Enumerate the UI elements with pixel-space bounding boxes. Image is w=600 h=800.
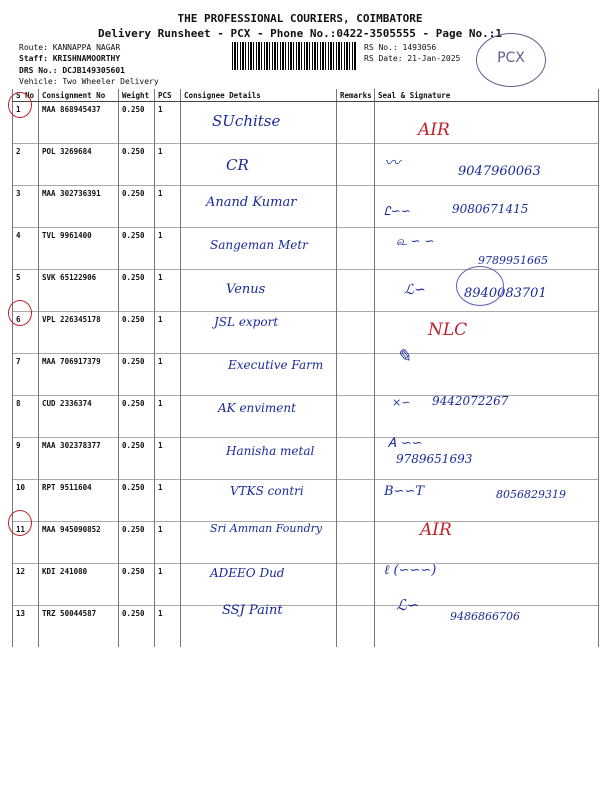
cell-weight: 0.250 xyxy=(119,564,155,606)
cell-sno: 8 xyxy=(13,396,39,438)
cell-consignment: VPL 226345178 xyxy=(39,312,119,354)
cell-weight: 0.250 xyxy=(119,312,155,354)
table-row xyxy=(13,396,599,438)
cell-pcs: 1 xyxy=(155,480,181,522)
cell-weight: 0.250 xyxy=(119,228,155,270)
cell-consignment: TRZ 50044587 xyxy=(39,606,119,648)
consignee-handwriting: Sangeman Metr xyxy=(210,238,308,252)
consignee-handwriting: JSL export xyxy=(214,315,279,329)
cell-weight: 0.250 xyxy=(119,144,155,186)
cell-sno: 5 xyxy=(13,270,39,312)
signature-scribble: ௳ ∽ ∽ xyxy=(396,234,435,248)
cell-consignment: MAA 945090852 xyxy=(39,522,119,564)
consignee-handwriting: Venus xyxy=(226,282,266,297)
stamp-text: PCX xyxy=(497,50,525,66)
cell-consignment: TVL 9961400 xyxy=(39,228,119,270)
col-sno: S No xyxy=(13,89,39,102)
cell-signature xyxy=(375,102,599,144)
cell-sno: 4 xyxy=(13,228,39,270)
cell-pcs: 1 xyxy=(155,144,181,186)
cell-weight: 0.250 xyxy=(119,354,155,396)
signature-handwriting: 9080671415 xyxy=(452,202,529,216)
consignee-handwriting: Hanisha metal xyxy=(226,444,315,458)
table-row xyxy=(13,564,599,606)
signature-scribble: Ꮭ∽∽ xyxy=(384,204,411,218)
cell-sno: 2 xyxy=(13,144,39,186)
cell-weight: 0.250 xyxy=(119,102,155,144)
cell-pcs: 1 xyxy=(155,396,181,438)
cell-sno: 3 xyxy=(13,186,39,228)
cell-remarks xyxy=(337,186,375,228)
signature-handwriting: 9486866706 xyxy=(450,610,520,623)
consignee-handwriting: SUchitse xyxy=(212,112,281,130)
cell-sno: 7 xyxy=(13,354,39,396)
signature-handwriting: 8056829319 xyxy=(496,488,566,501)
cell-pcs: 1 xyxy=(155,312,181,354)
rs-date: RS Date: 21-Jan-2025 xyxy=(364,54,461,63)
col-pcs: PCS xyxy=(155,89,181,102)
consignee-handwriting: VTKS contri xyxy=(230,484,304,498)
runsheet-subtitle: Delivery Runsheet - PCX - Phone No.:0422-3505555 - Page No.:1 xyxy=(98,27,502,40)
signature-handwriting: 9442072267 xyxy=(432,394,509,408)
cell-remarks xyxy=(337,102,375,144)
consignee-handwriting: Anand Kumar xyxy=(206,195,297,210)
cell-weight: 0.250 xyxy=(119,522,155,564)
red-circle-mark xyxy=(8,300,32,326)
cell-pcs: 1 xyxy=(155,522,181,564)
barcode xyxy=(232,42,356,70)
cell-pcs: 1 xyxy=(155,438,181,480)
drs-label: DRS No.: DCJB149305601 xyxy=(19,66,125,75)
cell-pcs: 1 xyxy=(155,564,181,606)
signature-scribble: ℒ∽ xyxy=(396,596,420,614)
signature-scribble: Ꭺ ∽∽ xyxy=(388,436,423,451)
cell-consignment: CUD 2336374 xyxy=(39,396,119,438)
consignee-handwriting: ADEEO Dud xyxy=(210,566,285,580)
cell-remarks xyxy=(337,312,375,354)
table-header-row xyxy=(13,89,599,102)
vehicle-label: Vehicle: Two Wheeler Delivery xyxy=(19,77,159,86)
cell-sno: 10 xyxy=(13,480,39,522)
signature-scribble: ℓ (∽∽∽) xyxy=(384,563,437,578)
signature-handwriting: AIR xyxy=(418,120,450,140)
cell-sno: 13 xyxy=(13,606,39,648)
cell-remarks xyxy=(337,606,375,648)
cell-consignment: POL 3269684 xyxy=(39,144,119,186)
cell-remarks xyxy=(337,396,375,438)
cell-consignee xyxy=(181,144,337,186)
cell-weight: 0.250 xyxy=(119,438,155,480)
cell-weight: 0.250 xyxy=(119,606,155,648)
cell-sno: 6 xyxy=(13,312,39,354)
cell-pcs: 1 xyxy=(155,270,181,312)
cell-remarks xyxy=(337,564,375,606)
cell-remarks xyxy=(337,480,375,522)
cell-consignment: MAA 302736391 xyxy=(39,186,119,228)
signature-scribble: ℒ∽ xyxy=(404,282,426,298)
signature-scribble: B∽∽T xyxy=(384,484,425,499)
cell-sno: 12 xyxy=(13,564,39,606)
cell-consignment: SVK 65122906 xyxy=(39,270,119,312)
pcx-stamp xyxy=(476,33,546,87)
cell-remarks xyxy=(337,144,375,186)
red-circle-mark xyxy=(8,510,32,536)
cell-remarks xyxy=(337,522,375,564)
consignee-handwriting: AK enviment xyxy=(218,401,296,415)
cell-pcs: 1 xyxy=(155,354,181,396)
cell-pcs: 1 xyxy=(155,228,181,270)
signature-handwriting: 9789951665 xyxy=(478,254,548,267)
cell-pcs: 1 xyxy=(155,186,181,228)
consignee-handwriting: CR xyxy=(226,156,249,174)
rs-number: RS No.: 1493056 xyxy=(364,43,437,52)
cell-consignment: MAA 302378377 xyxy=(39,438,119,480)
consignee-handwriting: Executive Farm xyxy=(228,358,324,372)
cell-sno: 1 xyxy=(13,102,39,144)
staff-label: Staff: KRISHNAMOORTHY xyxy=(19,54,121,63)
cell-remarks xyxy=(337,438,375,480)
cell-weight: 0.250 xyxy=(119,186,155,228)
cell-sno: 11 xyxy=(13,522,39,564)
consignee-handwriting: Sri Amman Foundry xyxy=(210,522,323,535)
table-row xyxy=(13,102,599,144)
col-signature: Seal & Signature xyxy=(375,89,599,102)
cell-weight: 0.250 xyxy=(119,270,155,312)
cell-weight: 0.250 xyxy=(119,396,155,438)
cell-signature xyxy=(375,522,599,564)
cell-remarks xyxy=(337,270,375,312)
col-remarks: Remarks xyxy=(337,89,375,102)
delivery-seal xyxy=(456,266,504,306)
route-label: Route: KANNAPPA NAGAR xyxy=(19,43,121,52)
signature-handwriting: NLC xyxy=(428,320,468,340)
consignee-handwriting: SSJ Paint xyxy=(222,603,283,618)
col-weight: Weight xyxy=(119,89,155,102)
cell-weight: 0.250 xyxy=(119,480,155,522)
cell-pcs: 1 xyxy=(155,102,181,144)
cell-remarks xyxy=(337,354,375,396)
col-consignment: Consignment No xyxy=(39,89,119,102)
signature-scribble: ✎ xyxy=(396,346,412,367)
signature-handwriting: 9789651693 xyxy=(396,452,473,466)
cell-remarks xyxy=(337,228,375,270)
signature-handwriting: 8940083701 xyxy=(464,286,547,301)
cell-consignment: MAA 706917379 xyxy=(39,354,119,396)
cell-consignment: MAA 868945437 xyxy=(39,102,119,144)
company-title: THE PROFESSIONAL COURIERS, COIMBATORE xyxy=(177,12,423,25)
signature-handwriting: AIR xyxy=(420,520,452,540)
signature-scribble: ×∽ xyxy=(392,396,411,409)
cell-consignment: RPT 9511604 xyxy=(39,480,119,522)
cell-sno: 9 xyxy=(13,438,39,480)
cell-consignment: KDI 241080 xyxy=(39,564,119,606)
red-circle-mark xyxy=(8,92,32,118)
cell-pcs: 1 xyxy=(155,606,181,648)
table-row xyxy=(13,312,599,354)
signature-scribble: 〰 xyxy=(384,153,401,172)
col-consignee: Consignee Details xyxy=(181,89,337,102)
signature-handwriting: 9047960063 xyxy=(458,164,541,179)
